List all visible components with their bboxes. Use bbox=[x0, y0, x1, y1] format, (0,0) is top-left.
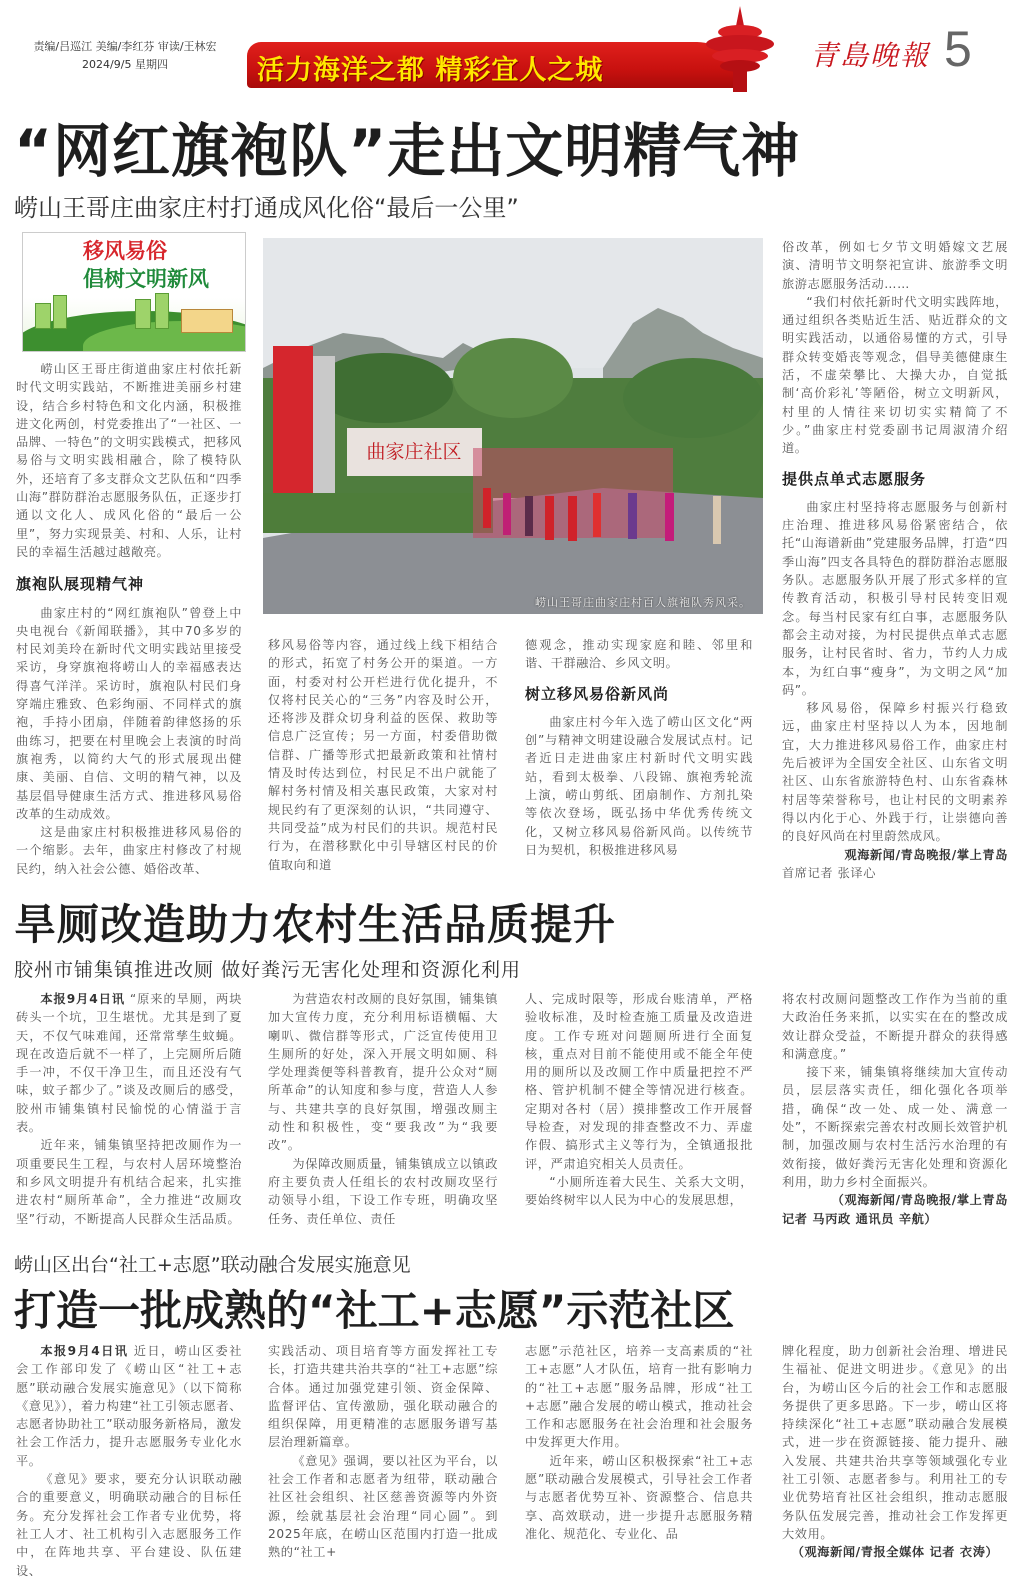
article3-column-4 bbox=[782, 1342, 1008, 1562]
paragraph: 曲家庄村今年入选了崂山区文化“两创”与精神文明建设融合发展试点村。记者近日走进曲家庄村新时代文明实践站，看到太极拳、八段锦、旗袍秀轮流上演，崂山剪纸、团扇制作、方剂扎染等依次登场，既弘扬中华优秀传统文化，又树立移风易俗新风尚。以传统节日为契机，积极推进移风易 bbox=[525, 714, 753, 857]
paragraph: 实践活动、项目培育等方面发挥社工专长，打造共建共治共享的“社工+志愿”综合体。通过加强党建引领、资金保障、监督评估、宣传激励，强化联动融合的组织保障，用更精准的志愿服务谱写基层治理新篇章。 bbox=[268, 1344, 498, 1450]
byline: （观海新闻/青报全媒体 记者 衣涛） bbox=[791, 1545, 999, 1560]
article3-column-1 bbox=[16, 1342, 242, 1580]
tower-logo-icon bbox=[700, 4, 780, 94]
school-building-icon bbox=[181, 309, 233, 333]
article2-headline: 旱厕改造助力农村生活品质提升 bbox=[14, 900, 617, 949]
photo-scene bbox=[263, 238, 763, 614]
section-heading: 旗袍队展现精气神 bbox=[16, 575, 145, 594]
slogan-banner bbox=[247, 42, 737, 88]
paragraph: 《意见》要求，要充分认识联动融合的重要意义，明确联动融合的目标任务。充分发挥社会工作者专业优势，将社工人才、社工机构引入志愿服务工作中，在阵地共享、平台建设、队伍建设、 bbox=[16, 1472, 242, 1578]
paragraph: 这是曲家庄村积极推进移风易俗的一个缩影。去年，曲家庄村修改了村规民约，纳入社会公德、婚俗改革、 bbox=[16, 825, 242, 876]
article3-column-3 bbox=[525, 1342, 753, 1543]
byline-org: 观海新闻/青岛晚报/掌上青岛 bbox=[844, 847, 1008, 862]
byline-reporter: 首席记者 张译心 bbox=[782, 865, 876, 880]
paragraph: 志愿”示范社区，培养一支高素质的“社工+志愿”人才队伍，培育一批有影响力的“社工+志愿”服务品牌，形成“社工+志愿”融合发展的崂山模式，推动社会工作和志愿服务在社会治理和社会服务中发挥更大作用。 bbox=[525, 1344, 753, 1450]
paragraph: 近年来，崂山区积极探索“社工+志愿”联动融合发展模式，引导社会工作者与志愿者优势互补、资源整合、信息共享、高效联动，进一步提升志愿服务精准化、规范化、专业化、品 bbox=[525, 1453, 753, 1541]
article1-column-2 bbox=[268, 636, 498, 874]
byline-org: （观海新闻/青岛晚报/掌上青岛 bbox=[831, 1193, 1008, 1208]
paragraph: 德观念，推动实现家庭和睦、邻里和谐、干群融洽、乡风文明。 bbox=[525, 638, 753, 671]
paragraph: 将农村改厕问题整改工作作为当前的重大政治任务来抓，以实实在在的整改成效让群众受益，不断提升群众的获得感和满意度。” bbox=[782, 992, 1008, 1061]
paragraph: 俗改革，例如七夕节文明婚嫁文艺展演、清明节文明祭祀宣讲、旅游季文明旅游志愿服务活动…… bbox=[782, 240, 1008, 291]
editor-credits bbox=[20, 38, 230, 74]
dateline: 本报9月4日讯 bbox=[40, 992, 126, 1006]
promo-graphic bbox=[22, 232, 246, 352]
section-heading: 树立移风易俗新风尚 bbox=[525, 684, 670, 703]
paragraph: “我们村依托新时代文明实践阵地，通过组织各类贴近生活、贴近群众的文明实践活动，以通俗易懂的方式，引导群众转变婚丧等观念，倡导美德健康生活，不虚荣攀比、大操大办，自觉抵制‘高价彩礼’等陋俗，树立文明新风，村里的人情往来切切实实精简了不少。”曲家庄村党委副书记周淑清介绍道。 bbox=[782, 294, 1008, 456]
paragraph: 近年来，铺集镇坚持把改厕作为一项重要民生工程，与农村人居环境整治和乡风文明提升有机结合起来，扎实推进农村“厕所革命”，全力推进“改厕攻坚”行动，不断提高人民群众生活品质。 bbox=[16, 1138, 242, 1226]
article3-column-2 bbox=[268, 1342, 498, 1562]
article3-headline: 打造一批成熟的“社工+志愿”示范社区 bbox=[14, 1286, 735, 1335]
village-sign-text: 曲家庄社区 bbox=[366, 441, 462, 463]
article1-column-1 bbox=[16, 360, 242, 878]
paragraph: 移风易俗等内容，通过线上线下相结合的形式，拓宽了村务公开的渠道。一方面，村委对村公开栏进行优化提升，不仅将村民关心的“三务”内容及时公开，还将涉及群众切身利益的医保、救助等信息广泛宣传；另一方面，村委借助微信群、广播等形式把最新政策和社情村情及时传达到位，村民足不出户就能了解村务村情及相关惠民政策，大家对村规民约有了更深刻的认识，“共同遵守、共同受益”成为村民们的共识。规范村民行为，在潜移默化中引导辖区村民的价值取向和道 bbox=[268, 638, 498, 872]
section-heading: 提供点单式志愿服务 bbox=[782, 469, 927, 488]
news-photo bbox=[263, 238, 763, 614]
page-number: 5 bbox=[944, 21, 972, 77]
paragraph: 接下来，铺集镇将继续加大宣传动员，层层落实责任，细化强化各项举措，确保“改一处、成一处、满意一处”，不断探索完善农村改厕长效管护机制，加强改厕与农村生活污水治理的有效衔接，做好粪污无害化处理和资源化利用，助力乡村全面振兴。 bbox=[782, 1065, 1008, 1189]
red-pillar-sign bbox=[273, 346, 313, 496]
promo-line1: 移风易俗 bbox=[83, 239, 167, 263]
paragraph: 牌化程度，助力创新社会治理、增进民生福祉、促进文明进步。《意见》的出台，为崂山区今后的社会工作和志愿服务提供了更多思路。下一步，崂山区将持续深化“社工+志愿”联动融合发展模式，进一步在资源链接、能力提升、融入发展、共建共治共享等领域强化专业社工引领、志愿者参与。利用社工的专业优势培育社区社会组织，推动志愿服务队伍发展完善，推动社会工作发挥更大效用。 bbox=[782, 1344, 1008, 1541]
credits-line: 责编/吕巡江 美编/李红芬 审读/王林宏 bbox=[33, 40, 217, 53]
photo-caption: 崂山王哥庄曲家庄村百人旗袍队秀风采。 bbox=[535, 596, 751, 609]
paragraph-text: 近日，崂山区委社会工作部印发了《崂山区“社工+志愿”联动融合发展实施意见》（以下简称《意见》），着力构建“社工引领志愿者、志愿者协助社工”联动服务新格局，激发社会工作活力，提升志愿服务专业化水平。 bbox=[16, 1344, 242, 1468]
promo-line2: 倡树文明新风 bbox=[83, 267, 209, 291]
paragraph: 移风易俗，保障乡村振兴行稳致远，曲家庄村坚持以人为本，因地制宜，大力推进移风易俗工作，曲家庄村先后被评为全国安全社区、山东省文明社区、山东省旅游特色村、山东省森林村居等荣誉称号，也让村民的文明素养得以内化于心、外践于行，让崇德向善的良好风尚在村里蔚然成风。 bbox=[782, 701, 1008, 844]
paragraph: 为保障改厕质量，铺集镇成立以镇政府主要负责人任组长的农村改厕攻坚行动领导小组，下设工作专班，明确攻坚任务、责任单位、责任 bbox=[268, 1156, 498, 1226]
newspaper-brand: 青島晚報 bbox=[810, 39, 931, 72]
article1-column-3 bbox=[525, 636, 753, 859]
byline-reporter: 记者 马丙政 通讯员 辛航） bbox=[782, 1211, 938, 1226]
issue-date: 2024/9/5 星期四 bbox=[82, 58, 168, 71]
dateline: 本报9月4日讯 bbox=[40, 1344, 129, 1358]
building-icon bbox=[53, 295, 67, 329]
building-icon bbox=[155, 293, 169, 329]
paragraph: 崂山区王哥庄街道曲家庄村依托新时代文明实践站，不断推进美丽乡村建设，结合乡村特色和文化内涵，积极推进文化两创，村党委推出了“一社区、一品牌、一特色”的文明实践模式，把移风易俗与文明实践相融合，除了模特队外，还培育了多支群众文艺队伍和“四季山海”群防群治志愿服务队伍，正逐步打通以文化人、成风化俗的“最后一公里”，努力实现景美、村和、人乐，让村民的幸福生活越过越敞亮。 bbox=[16, 362, 242, 559]
article2-column-2 bbox=[268, 990, 498, 1228]
article1-column-4 bbox=[782, 238, 1008, 882]
article1-subheadline: 崂山王哥庄曲家庄村打通成风化俗“最后一公里” bbox=[14, 194, 519, 222]
article2-subheadline: 胶州市铺集镇推进改厕 做好粪污无害化处理和资源化利用 bbox=[14, 959, 522, 981]
paragraph-text: “原来的旱厕，两块砖头一个坑，卫生堪忧。尤其是到了夏天，不仅气味难闻，还常常孳生蚊蝇。现在改造后就不一样了，上完厕所后随手一冲，不仅干净卫生，而且还没有气味，蚊子都少了。”谈及改厕后的感受，胶州市铺集镇村民愉悦的心情溢于言表。 bbox=[16, 992, 242, 1135]
paragraph: 《意见》强调，要以社区为平台，以社会工作者和志愿者为纽带，联动融合社区社会组织、社区慈善资源等内外资源，绘就基层社会治理“同心圆”。到2025年底，在崂山区范围内打造一批成熟的“社工+ bbox=[268, 1453, 498, 1560]
article2-column-1 bbox=[16, 990, 242, 1228]
paragraph bbox=[16, 1342, 242, 1470]
paragraph: 为营造农村改厕的良好氛围，铺集镇加大宣传力度，充分利用标语横幅、大喇叭、微信群等形式，广泛宣传使用卫生厕所的好处，深入开展文明如厕、科学处理粪便等科普教育，提升公众对“厕所革命”的认知度和参与度，营造人人参与、共建共享的良好氛围，增强改厕主动性和积极性，变“要我改”为“我要改”。 bbox=[268, 992, 498, 1153]
building-icon bbox=[35, 303, 51, 329]
article1-headline: “网红旗袍队”走出文明精气神 bbox=[14, 117, 801, 185]
paragraph: 人、完成时限等，形成台账清单，严格验收标准，及时检查施工质量及改造进度。工作专班对问题厕所进行全面复核，重点对目前不能使用或不能全年使用的厕所以及改厕工作中质量把控不严格、管护机制不健全等情况进行核查。定期对各村（居）摸排整改工作开展督导检查，对发现的排查整改不力、弄虚作假、搞形式主义等行为，全镇通报批评，严肃追究相关人员责任。 bbox=[525, 992, 753, 1171]
banner-slogan: 活力海洋之都 精彩宜人之城 bbox=[257, 55, 604, 86]
article2-column-3 bbox=[525, 990, 753, 1210]
article2-column-4 bbox=[782, 990, 1008, 1228]
paragraph: 曲家庄村坚持将志愿服务与创新村庄治理、推进移风易俗紧密结合，依托“山海谱新曲”党建服务品牌，打造“四季山海”四支各具特色的群防群治志愿服务队。志愿服务队开展了形式多样的宣传教育活动，积极引导村民转变旧观念。每当村民家有红白事，志愿服务队都会主动对接，为村民提供点单式志愿服务，让村民省时、省力，节约人力成本，为红白事“瘦身”，为文明之风“加码”。 bbox=[782, 499, 1008, 697]
paragraph: 曲家庄村的“网红旗袍队”曾登上中央电视台《新闻联播》，其中70多岁的村民刘美玲在新时代文明实践站里接受采访，身穿旗袍将崂山人的幸福感表达得喜气洋洋。采访时，旗袍队村民们身穿端庄雅致、色彩绚丽、不同样式的旗袍，手持小团扇，伴随着韵律悠扬的乐曲练习，把要在村里晚会上表演的时尚旗袍秀，以简约大气的形式展现出健康、美丽、自信、文明的精气神，以及基层倡导健康生活方式、推进移风易俗改革的生动成效。 bbox=[16, 605, 242, 821]
building-icon bbox=[135, 299, 151, 329]
paragraph bbox=[16, 990, 242, 1136]
paragraph: “小厕所连着大民生、关系大文明，要始终树牢以人民为中心的发展思想， bbox=[525, 1174, 753, 1208]
article3-kicker: 崂山区出台“社工+志愿”联动融合发展实施意见 bbox=[14, 1254, 411, 1276]
